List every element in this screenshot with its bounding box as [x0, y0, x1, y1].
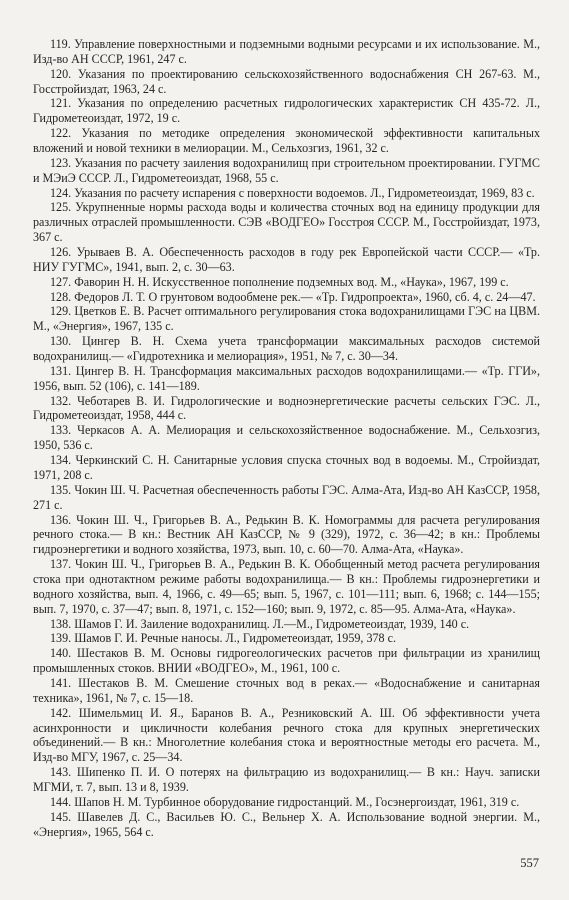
bibliography-entry: 134. Черкинский С. Н. Санитарные условия спуска сточных вод в водоемы. М., Стройиздат, 1971, 208 с.	[33, 453, 540, 482]
bibliography-entry: 128. Федоров Л. Т. О грунтовом водообмене рек.— «Тр. Гидропроекта», 1960, сб. 4, с. 24—47.	[50, 289, 536, 304]
bibliography-entry: 126. Урываев В. А. Обеспеченность расходов в году рек Европейской части СССР.— «Тр. НИУ ГУГМС», 1941, вып. 2, с. 30—63.	[33, 245, 540, 274]
bibliography-entry: 122. Указания по методике определения экономической эффективности капитальных вложений и новой техники в мелиорации. М., Сельхозгиз, 1961, 32 с.	[33, 126, 540, 156]
bibliography-entry: 127. Фаворин Н. Н. Искусственное пополнение подземных вод. М., «Наука», 1967, 199 с.	[50, 274, 509, 289]
bibliography-entry: 140. Шестаков В. М. Основы гидрогеологических расчетов при фильтрации из хранилищ промышленных стоков. ВНИИ «ВОДГЕО», М., 1961, 100 с.	[33, 646, 540, 676]
bibliography-entry: 143. Шипенко П. И. О потерях на фильтрацию из водохранилищ.— В кн.: Науч. записки МГМИ, т. 7, вып. 13 и 8, 1939.	[33, 765, 540, 794]
bibliography-entry: 145. Шавелев Д. С., Васильев Ю. С., Вельнер Х. А. Использование водной энергии. М., «Энергия», 1965, 564 с.	[33, 809, 540, 839]
bibliography-entry: 138. Шамов Г. И. Заиление водохранилищ. Л.—М., Гидрометеоиздат, 1939, 140 с.	[50, 616, 470, 631]
bibliography-entry: 141. Шестаков В. М. Смешение сточных вод в реках.— «Водоснабжение и санитарная техника», 1961, № 7, с. 15—18.	[33, 675, 540, 705]
bibliography-entry: 132. Чеботарев В. И. Гидрологические и водноэнергетические расчеты сельских ГЭС. Л., Гидрометеоиздат, 1958, 444 с.	[33, 393, 540, 423]
bibliography-entry: 142. Шимельмиц И. Я., Баранов В. А., Резниковский А. Ш. Об эффективности учета асинхронности и цикличности колебания речного стока для крупных энергетических объединений.— В кн.: Многолетние колебания стока и вероятностные методы его расчета. М., Изд-во МГУ, 1967, с. 25—34.	[33, 705, 540, 765]
bibliography-entry: 137. Чокин Ш. Ч., Григорьев В. А., Редькин В. К. Обобщенный метод расчета регулирования стока при однотактном режиме работы водохранилища.— В кн.: Проблемы гидроэнергетики и водного хозяйства, вып. 4, 1966, с. 49—65; вып. 5, 1967, с. 101—111; вып. 6, 1968; с. 144—155; вып. 7, 1970, с. 37—47; вып. 8, 1971, с. 152—160; вып. 9, 1972, с. 85—95. Алма-Ата, «Наука».	[33, 557, 540, 616]
bibliography-entry: 139. Шамов Г. И. Речные наносы. Л., Гидрометеоиздат, 1959, 378 с.	[50, 631, 397, 646]
bibliography-entry: 125. Укрупненные нормы расхода воды и количества сточных вод на единицу продукции для различных отраслей промышленности. СЭВ «ВОДГЕО» Госстроя СССР. М., Госстройиздат, 1973, 367 с.	[33, 200, 540, 245]
bibliography-entry: 133. Черкасов А. А. Мелиорация и сельскохозяйственное водоснабжение. М., Сельхозгиз, 1950, 536 с.	[33, 423, 540, 453]
bibliography-entry: 131. Цингер В. Н. Трансформация максимальных расходов водохранилищами.— «Тр. ГГИ», 1956, вып. 52 (106), с. 141—189.	[33, 363, 540, 393]
bibliography-entry: 121. Указания по определению расчетных гидрологических характеристик СН 435-72. Л., Гидрометеоиздат, 1972, 19 с.	[33, 96, 540, 126]
bibliography-entry: 135. Чокин Ш. Ч. Расчетная обеспеченность работы ГЭС. Алма-Ата, Изд-во АН КазССР, 1958, 271 с.	[33, 482, 540, 512]
bibliography-entry: 144. Шапов Н. М. Турбинное оборудование гидростанций. М., Госэнергоиздат, 1961, 319 с.	[50, 794, 520, 809]
bibliography-entry: 129. Цветков Е. В. Расчет оптимального регулирования стока водохранилищами ГЭС на ЦВМ. М., «Энергия», 1967, 135 с.	[33, 304, 540, 334]
bibliography-entry: 136. Чокин Ш. Ч., Григорьев В. А., Редькин В. К. Номограммы для расчета регулирования речного стока.— В кн.: Вестник АН КазССР, № 9 (329), 1972, с. 36—42; в кн.: Проблемы гидроэнергетики и водного хозяйства, 1973, вып. 10, с. 60—70. Алма-Ата, «Наука».	[33, 512, 540, 557]
bibliography-entry: 119. Управление поверхностными и подземными водными ресурсами и их использование. М., Изд-во АН СССР, 1961, 247 с.	[33, 37, 540, 66]
bibliography-entry: 123. Указания по расчету заиления водохранилищ при строительном проектировании. ГУГМС и МЭиЭ СССР. Л., Гидрометеоиздат, 1968, 55 с.	[33, 155, 540, 185]
bibliography-entry: 130. Цингер В. Н. Схема учета трансформации максимальных расходов системой водохранилищ.— «Гидротехника и мелиорация», 1951, № 7, с. 30—34.	[33, 334, 540, 364]
bibliography-entry: 124. Указания по расчету испарения с поверхности водоемов. Л., Гидрометеоиздат, 1969, 83 с.	[50, 185, 535, 200]
bibliography-list	[33, 37, 540, 839]
bibliography-entry: 120. Указания по проектированию сельскохозяйственного водоснабжения СН 267-63. М., Госстройиздат, 1963, 24 с.	[33, 66, 540, 96]
page-number: 557	[520, 856, 539, 870]
